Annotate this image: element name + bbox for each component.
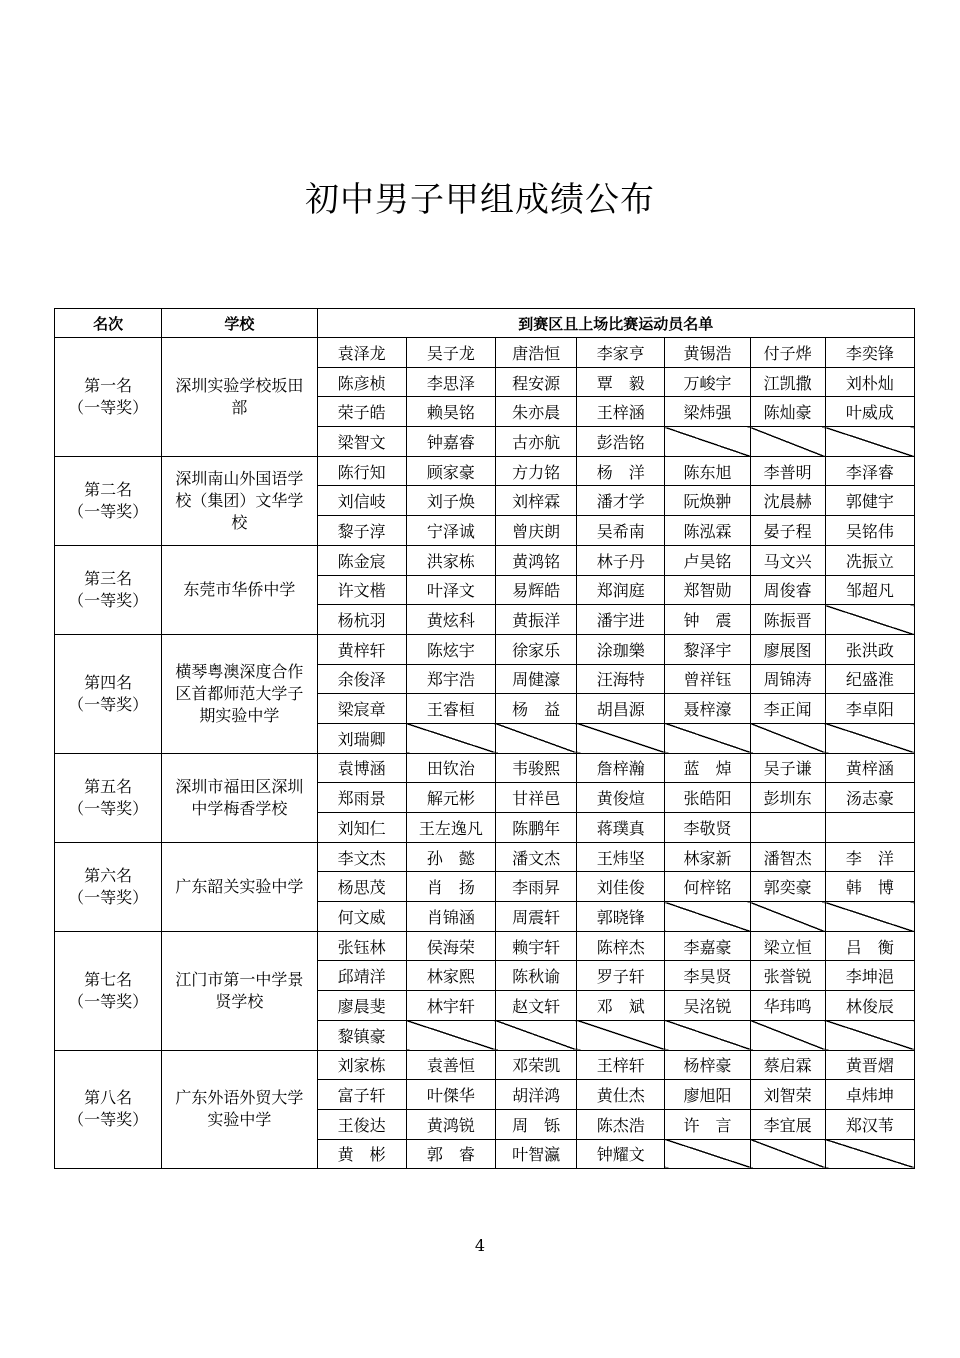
athlete-name: 林子丹 — [577, 545, 665, 575]
athlete-name: 肖 扬 — [406, 872, 495, 902]
award-label: （一等奖） — [68, 798, 149, 818]
athlete-name: 钟 震 — [665, 605, 750, 635]
athlete-name: 肖锦涵 — [406, 902, 495, 932]
athlete-name: 胡洋鸿 — [495, 1080, 576, 1110]
athlete-name: 潘文杰 — [495, 842, 576, 872]
athlete-name: 陈行知 — [317, 456, 406, 486]
athlete-name: 彭浩铭 — [577, 427, 665, 457]
empty-cell — [750, 723, 825, 753]
athlete-name: 罗子轩 — [577, 961, 665, 991]
award-label: （一等奖） — [68, 694, 149, 714]
table-row — [55, 545, 915, 575]
athlete-name: 吴子谦 — [750, 753, 825, 783]
athlete-name: 万峻宇 — [665, 367, 750, 397]
athlete-name: 覃 毅 — [577, 367, 665, 397]
school-name: 深圳市福田区深圳中学梅香学校 — [162, 753, 317, 842]
athlete-name: 李 洋 — [825, 842, 914, 872]
athlete-name: 刘瑞卿 — [317, 723, 406, 753]
rank-label: 第六名 — [84, 865, 133, 885]
table-row — [55, 634, 915, 664]
athlete-name: 黄晋熠 — [825, 1050, 914, 1080]
athlete-name: 郭健宇 — [825, 486, 914, 516]
athlete-name: 许文楷 — [317, 575, 406, 605]
athlete-name: 唐浩恒 — [495, 338, 576, 368]
athlete-name: 廖晨斐 — [317, 991, 406, 1021]
athlete-name: 江凯撒 — [750, 367, 825, 397]
athlete-name: 陈东旭 — [665, 456, 750, 486]
award-label: （一等奖） — [68, 590, 149, 610]
athlete-name: 林家熙 — [406, 961, 495, 991]
athlete-name: 梁智文 — [317, 427, 406, 457]
athlete-name: 陈秋谕 — [495, 961, 576, 991]
athlete-name: 陈灿豪 — [750, 397, 825, 427]
header-row — [55, 309, 915, 338]
rank-cell — [55, 338, 162, 457]
empty-cell — [825, 427, 914, 457]
empty-cell — [750, 1139, 825, 1169]
athlete-name: 梁立恒 — [750, 931, 825, 961]
athlete-name: 汤志豪 — [825, 783, 914, 813]
athlete-name: 袁泽龙 — [317, 338, 406, 368]
award-label: （一等奖） — [68, 1110, 149, 1130]
empty-cell — [406, 1020, 495, 1050]
athlete-name: 吴铭伟 — [825, 516, 914, 546]
school-name: 广东韶关实验中学 — [162, 842, 317, 931]
athlete-name: 李家亨 — [577, 338, 665, 368]
athlete-name: 廖展图 — [750, 634, 825, 664]
athlete-name: 李卓阳 — [825, 694, 914, 724]
rank-cell — [55, 753, 162, 842]
athlete-name: 黄俊煊 — [577, 783, 665, 813]
athlete-name: 林宇轩 — [406, 991, 495, 1021]
athlete-name: 蔡启霖 — [750, 1050, 825, 1080]
athlete-name: 陈鹏年 — [495, 813, 576, 843]
rank-cell — [55, 634, 162, 753]
rank-cell — [55, 545, 162, 634]
athlete-name: 邱靖洋 — [317, 961, 406, 991]
school-name: 横琴粤澳深度合作区首都师范大学子期实验中学 — [162, 634, 317, 753]
athlete-name: 富子轩 — [317, 1080, 406, 1110]
athlete-name: 杨 洋 — [577, 456, 665, 486]
table-row — [55, 931, 915, 961]
athlete-name: 周震轩 — [495, 902, 576, 932]
header-school: 学校 — [162, 309, 317, 338]
header-athletes: 到赛区且上场比赛运动员名单 — [317, 309, 914, 338]
athlete-name: 解元彬 — [406, 783, 495, 813]
athlete-name: 华玮鸣 — [750, 991, 825, 1021]
empty-cell — [665, 1139, 750, 1169]
athlete-name: 冼振立 — [825, 545, 914, 575]
athlete-name: 陈梓杰 — [577, 931, 665, 961]
athlete-name: 陈炫宇 — [406, 634, 495, 664]
athlete-name: 叶泽文 — [406, 575, 495, 605]
athlete-name: 李思泽 — [406, 367, 495, 397]
athlete-name: 黄梓轩 — [317, 634, 406, 664]
athlete-name: 张誉锐 — [750, 961, 825, 991]
athlete-name: 涂珈樂 — [577, 634, 665, 664]
athlete-name: 甘祥邑 — [495, 783, 576, 813]
athlete-name: 刘信岐 — [317, 486, 406, 516]
athlete-name: 王梓涵 — [577, 397, 665, 427]
athlete-name: 陈杰浩 — [577, 1109, 665, 1139]
empty-cell — [665, 427, 750, 457]
athlete-name: 林俊辰 — [825, 991, 914, 1021]
athlete-name: 曾祥钰 — [665, 664, 750, 694]
athlete-name: 陈振晋 — [750, 605, 825, 635]
page-title: 初中男子甲组成绩公布 — [305, 180, 655, 220]
rank-label: 第五名 — [84, 776, 133, 796]
empty-cell — [750, 427, 825, 457]
athlete-name: 刘家栋 — [317, 1050, 406, 1080]
athlete-name: 卢昊铭 — [665, 545, 750, 575]
athlete-name: 杨思茂 — [317, 872, 406, 902]
empty-cell — [825, 1139, 914, 1169]
athlete-name: 付子烨 — [750, 338, 825, 368]
award-label: （一等奖） — [68, 887, 149, 907]
athlete-name: 孙 懿 — [406, 842, 495, 872]
school-name: 江门市第一中学景贤学校 — [162, 931, 317, 1050]
athlete-name — [825, 813, 914, 843]
athlete-name: 侯海荣 — [406, 931, 495, 961]
rank-cell — [55, 1050, 162, 1169]
athlete-name: 黄鸿铭 — [495, 545, 576, 575]
rank-label: 第四名 — [84, 672, 133, 692]
athlete-name: 郑宇浩 — [406, 664, 495, 694]
athlete-name: 郭 睿 — [406, 1139, 495, 1169]
athlete-name: 杨 益 — [495, 694, 576, 724]
athlete-name: 李正闻 — [750, 694, 825, 724]
athlete-name: 张钰林 — [317, 931, 406, 961]
athlete-name: 吴子龙 — [406, 338, 495, 368]
athlete-name: 黎泽宇 — [665, 634, 750, 664]
table-row — [55, 753, 915, 783]
athlete-name: 刘知仁 — [317, 813, 406, 843]
athlete-name: 袁善恒 — [406, 1050, 495, 1080]
athlete-name: 吴洺锐 — [665, 991, 750, 1021]
athlete-name: 黄振洋 — [495, 605, 576, 635]
athlete-name: 周俊睿 — [750, 575, 825, 605]
athlete-name: 李奕锋 — [825, 338, 914, 368]
athlete-name: 易辉皓 — [495, 575, 576, 605]
athlete-name: 黄鸿锐 — [406, 1109, 495, 1139]
athlete-name: 叶傑华 — [406, 1080, 495, 1110]
athlete-name: 王俊达 — [317, 1109, 406, 1139]
athlete-name: 黄仕杰 — [577, 1080, 665, 1110]
rank-label: 第八名 — [84, 1088, 133, 1108]
athlete-name: 刘子焕 — [406, 486, 495, 516]
athlete-name: 刘佳俊 — [577, 872, 665, 902]
athlete-name: 钟耀文 — [577, 1139, 665, 1169]
empty-cell — [665, 1020, 750, 1050]
athlete-name: 张洪政 — [825, 634, 914, 664]
athlete-name: 黄 彬 — [317, 1139, 406, 1169]
award-label: （一等奖） — [68, 501, 149, 521]
empty-cell — [665, 902, 750, 932]
athlete-name: 王睿桓 — [406, 694, 495, 724]
empty-cell — [750, 1020, 825, 1050]
athlete-name: 卓炜坤 — [825, 1080, 914, 1110]
athlete-name: 田钦治 — [406, 753, 495, 783]
athlete-name: 吴希南 — [577, 516, 665, 546]
athlete-name: 张皓阳 — [665, 783, 750, 813]
award-label: （一等奖） — [68, 991, 149, 1011]
rank-cell — [55, 456, 162, 545]
athlete-name: 何文威 — [317, 902, 406, 932]
athlete-name: 许 言 — [665, 1109, 750, 1139]
athlete-name: 黄锡浩 — [665, 338, 750, 368]
athlete-name: 刘智荣 — [750, 1080, 825, 1110]
athlete-name: 古亦航 — [495, 427, 576, 457]
empty-cell — [825, 902, 914, 932]
athlete-name: 李嘉豪 — [665, 931, 750, 961]
school-name: 广东外语外贸大学实验中学 — [162, 1050, 317, 1169]
athlete-name: 徐家乐 — [495, 634, 576, 664]
athlete-name: 梁炜强 — [665, 397, 750, 427]
athlete-name: 朱亦晨 — [495, 397, 576, 427]
athlete-name: 晏子程 — [750, 516, 825, 546]
athlete-name: 潘智杰 — [750, 842, 825, 872]
athlete-name: 钟嘉睿 — [406, 427, 495, 457]
athlete-name: 梁宸章 — [317, 694, 406, 724]
athlete-name: 郭奕豪 — [750, 872, 825, 902]
table-row — [55, 338, 915, 368]
rank-label: 第一名 — [84, 375, 133, 395]
athlete-name: 汪海特 — [577, 664, 665, 694]
athlete-name: 彭圳东 — [750, 783, 825, 813]
athlete-name: 郑汉苇 — [825, 1109, 914, 1139]
athlete-name: 詹梓瀚 — [577, 753, 665, 783]
athlete-name: 曾庆朗 — [495, 516, 576, 546]
athlete-name: 周锦涛 — [750, 664, 825, 694]
athlete-name: 李普明 — [750, 456, 825, 486]
athlete-name: 潘宇进 — [577, 605, 665, 635]
athlete-name: 黄炫科 — [406, 605, 495, 635]
athlete-name: 周健濠 — [495, 664, 576, 694]
athlete-name: 洪家栋 — [406, 545, 495, 575]
athlete-name: 郑智勋 — [665, 575, 750, 605]
athlete-name: 李雨昇 — [495, 872, 576, 902]
rank-label: 第二名 — [84, 479, 133, 499]
athlete-name: 陈金宸 — [317, 545, 406, 575]
athlete-name: 赖宇轩 — [495, 931, 576, 961]
school-name: 东莞市华侨中学 — [162, 545, 317, 634]
athlete-name: 陈泓霖 — [665, 516, 750, 546]
empty-cell — [825, 605, 914, 635]
athlete-name: 马文兴 — [750, 545, 825, 575]
empty-cell — [665, 723, 750, 753]
athlete-name: 胡昌源 — [577, 694, 665, 724]
athlete-name: 杨杭羽 — [317, 605, 406, 635]
athlete-name: 荣子皓 — [317, 397, 406, 427]
athlete-name: 叶智瀛 — [495, 1139, 576, 1169]
athlete-name: 宁泽诚 — [406, 516, 495, 546]
athlete-name: 纪盛淮 — [825, 664, 914, 694]
athlete-name — [750, 813, 825, 843]
athlete-name: 蓝 焯 — [665, 753, 750, 783]
table-row — [55, 842, 915, 872]
athlete-name: 杨梓豪 — [665, 1050, 750, 1080]
athlete-name: 郭晓锋 — [577, 902, 665, 932]
athlete-name: 李文杰 — [317, 842, 406, 872]
rank-cell — [55, 931, 162, 1050]
page-number: 4 — [474, 1236, 486, 1255]
athlete-name: 程安源 — [495, 367, 576, 397]
school-name: 深圳实验学校坂田部 — [162, 338, 317, 457]
athlete-name: 邓 斌 — [577, 991, 665, 1021]
empty-cell — [825, 723, 914, 753]
school-name: 深圳南山外国语学校（集团）文华学校 — [162, 456, 317, 545]
athlete-name: 李坤浥 — [825, 961, 914, 991]
athlete-name: 刘朴灿 — [825, 367, 914, 397]
athlete-name: 韦骏熙 — [495, 753, 576, 783]
athlete-name: 沈晨赫 — [750, 486, 825, 516]
athlete-name: 李敬贤 — [665, 813, 750, 843]
athlete-name: 聂梓濠 — [665, 694, 750, 724]
athlete-name: 赖昊铭 — [406, 397, 495, 427]
athlete-name: 叶威成 — [825, 397, 914, 427]
athlete-name: 余俊泽 — [317, 664, 406, 694]
empty-cell — [577, 1020, 665, 1050]
athlete-name: 陈彦桢 — [317, 367, 406, 397]
empty-cell — [406, 723, 495, 753]
athlete-name: 李昊贤 — [665, 961, 750, 991]
athlete-name: 邓荣凯 — [495, 1050, 576, 1080]
athlete-name: 周 铄 — [495, 1109, 576, 1139]
award-label: （一等奖） — [68, 397, 149, 417]
athlete-name: 黎子淳 — [317, 516, 406, 546]
athlete-name: 郑润庭 — [577, 575, 665, 605]
rank-label: 第七名 — [84, 969, 133, 989]
athlete-name: 黎镇豪 — [317, 1020, 406, 1050]
table-row — [55, 1050, 915, 1080]
empty-cell — [825, 1020, 914, 1050]
table-row — [55, 456, 915, 486]
athlete-name: 郑雨景 — [317, 783, 406, 813]
athlete-name: 刘梓霖 — [495, 486, 576, 516]
empty-cell — [750, 902, 825, 932]
empty-cell — [495, 723, 576, 753]
athlete-name: 王炜坚 — [577, 842, 665, 872]
athlete-name: 廖旭阳 — [665, 1080, 750, 1110]
athlete-name: 方力铭 — [495, 456, 576, 486]
rank-cell — [55, 842, 162, 931]
athlete-name: 赵文轩 — [495, 991, 576, 1021]
results-table — [54, 308, 915, 1169]
athlete-name: 潘才学 — [577, 486, 665, 516]
athlete-name: 袁博涵 — [317, 753, 406, 783]
rank-label: 第三名 — [84, 568, 133, 588]
header-rank: 名次 — [55, 309, 162, 338]
empty-cell — [495, 1020, 576, 1050]
athlete-name: 王左逸凡 — [406, 813, 495, 843]
athlete-name: 吕 衡 — [825, 931, 914, 961]
athlete-name: 李宜展 — [750, 1109, 825, 1139]
athlete-name: 林家新 — [665, 842, 750, 872]
empty-cell — [577, 723, 665, 753]
athlete-name: 顾家豪 — [406, 456, 495, 486]
athlete-name: 何梓铭 — [665, 872, 750, 902]
athlete-name: 王梓轩 — [577, 1050, 665, 1080]
athlete-name: 韩 博 — [825, 872, 914, 902]
athlete-name: 邹超凡 — [825, 575, 914, 605]
athlete-name: 李泽睿 — [825, 456, 914, 486]
athlete-name: 阮焕翀 — [665, 486, 750, 516]
athlete-name: 蒋璞真 — [577, 813, 665, 843]
athlete-name: 黄梓涵 — [825, 753, 914, 783]
